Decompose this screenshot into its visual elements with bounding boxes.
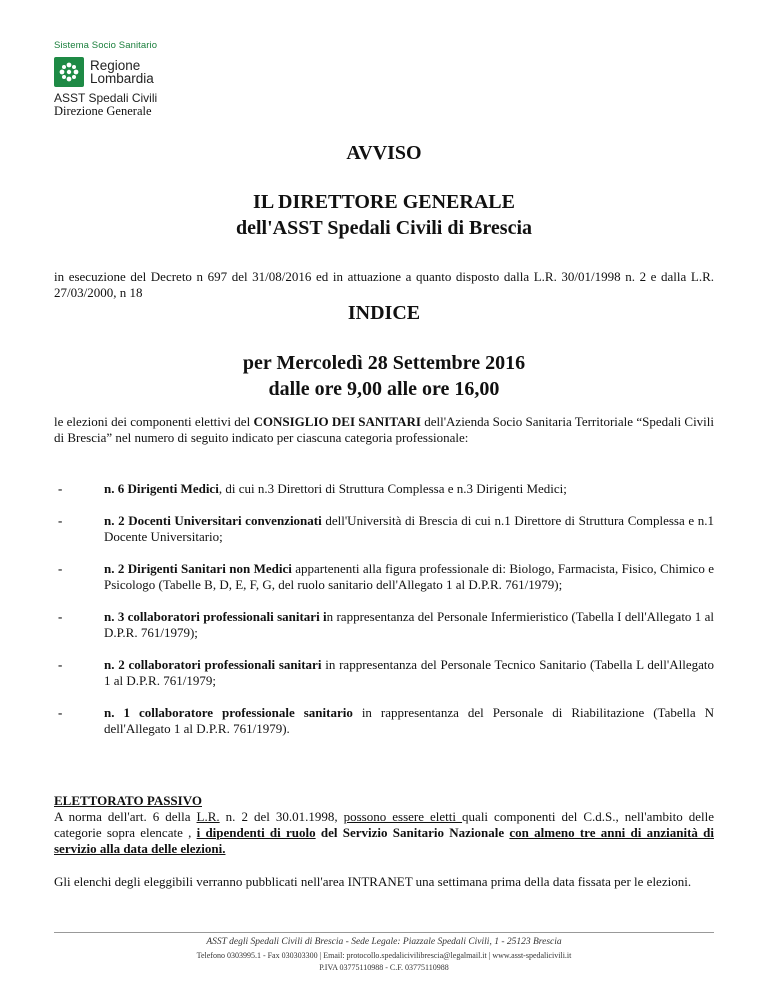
elettorato-text: A norma dell'art. 6 della	[54, 809, 197, 824]
elettorato-text: L.R.	[196, 809, 220, 824]
election-date-line1: per Mercoledì 28 Settembre 2016	[242, 352, 526, 374]
elettorato-bold: del Servizio Sanitario Nazionale	[315, 825, 510, 840]
director-title	[0, 189, 768, 241]
avviso-title: AVVISO	[346, 142, 422, 164]
elettorato-text: possono essere eletti	[343, 809, 463, 824]
list-item	[54, 481, 714, 497]
list-dash: -	[58, 609, 63, 624]
direzione-label: Direzione Generale	[54, 104, 152, 118]
list-item	[54, 705, 714, 737]
election-hours-line: dalle ore 9,00 alle ore 16,00	[268, 378, 500, 400]
region-logo	[54, 57, 157, 87]
elettorato-bold: i dipendenti di ruolo	[196, 825, 316, 840]
footer-address: ASST degli Spedali Civili di Brescia - Sede Legale: Piazzale Spedali Civili, 1 - 25123 Brescia	[206, 937, 562, 947]
item-text: dell'Università di Brescia di cui n.1 Direttore di Struttura Complessa e n.1 Docente Universitario;	[104, 513, 714, 544]
item-bold: n. 6 Dirigenti Medici	[104, 481, 219, 496]
region-name	[90, 59, 154, 85]
rosa-camuna-logo-icon	[54, 57, 84, 87]
election-date	[0, 350, 768, 402]
director-title-line1: IL DIRETTORE GENERALE	[253, 191, 515, 213]
elezioni-text-pre: le elezioni dei componenti elettivi del	[54, 414, 254, 429]
indice-title: INDICE	[347, 302, 421, 324]
list-item	[54, 561, 714, 593]
elezioni-paragraph	[54, 414, 714, 446]
letterhead	[54, 40, 157, 119]
region-line2: Lombardia	[90, 71, 154, 86]
item-bold: n. 2 collaboratori professionali sanitari	[104, 657, 322, 672]
list-item	[54, 657, 714, 689]
decreto-paragraph: in esecuzione del Decreto n 697 del 31/08/2016 ed in attuazione a quanto disposto dalla L.R. 30/01/1998 n. 2 e dalla L.R. 27/03/2000, n 18	[54, 269, 714, 300]
item-text: appartenenti alla figura professionale di: Biologo, Farmacista, Fisico, Chimico e Psicologo (Tabelle B, D, E, F, G, del ruolo sanitario dell'Allegato 1 al D.P.R. 761/1979);	[104, 561, 714, 592]
footer-tax-ids: P.IVA 03775110988 - C.F. 03775110988	[319, 963, 449, 972]
item-text: n rappresentanza del Personale Infermieristico (Tabella I dell'Allegato 1 al D.P.R. 761/1979);	[104, 609, 714, 640]
item-text: in rappresentanza del Personale Tecnico Sanitario (Tabella L dell'Allegato 1 al D.P.R. 761/1979;	[104, 657, 714, 688]
elenchi-paragraph: Gli elenchi degli eleggibili verranno pubblicati nell'area INTRANET una settimana prima della data fissata per le elezioni.	[54, 874, 692, 889]
item-bold: n. 2 Docenti Universitari convenzionati	[104, 513, 322, 528]
item-bold: n. 1 collaboratore professionale sanitario	[104, 705, 353, 720]
item-bold: n. 2 Dirigenti Sanitari non Medici	[104, 561, 292, 576]
list-dash: -	[58, 513, 63, 528]
list-dash: -	[58, 481, 63, 496]
list-dash: -	[58, 561, 63, 576]
consiglio-label: CONSIGLIO DEI SANITARI	[253, 414, 421, 429]
footer-contacts: Telefono 0303995.1 - Fax 030303300 | Email: protocollo.spedalicivilibrescia@legalmail.it | www.asst-spedalicivili.it	[196, 951, 572, 960]
item-bold: n. 3 collaboratori professionali sanitari i	[104, 609, 327, 624]
region-line1: Regione	[90, 58, 141, 73]
elettorato-paragraph	[54, 809, 714, 857]
item-text: in rappresentanza del Personale di Riabilitazione (Tabella N dell'Allegato 1 al D.P.R. 761/1979).	[104, 705, 714, 736]
asst-name: ASST Spedali Civili	[54, 91, 158, 105]
elettorato-heading: ELETTORATO PASSIVO	[54, 793, 202, 808]
elettorato-text: quali componenti del C.d.S., nell'ambito delle categorie sopra elencate ,	[54, 809, 714, 840]
list-dash: -	[58, 657, 63, 672]
list-item	[54, 513, 714, 545]
elezioni-text-post: dell'Azienda Socio Sanitaria Territoriale “Spedali Civili di Brescia” nel numero di seguito indicato per ciascuna categoria professionale:	[54, 414, 715, 445]
item-text: , di cui n.3 Direttori di Struttura Complessa e n.3 Dirigenti Medici;	[218, 481, 567, 496]
footer-divider	[54, 932, 714, 933]
director-title-line2: dell'ASST Spedali Civili di Brescia	[236, 217, 532, 239]
system-label: Sistema Socio Sanitario	[54, 40, 158, 51]
list-item	[54, 609, 714, 641]
elettorato-text: n. 2 del 30.01.1998,	[219, 809, 344, 824]
category-list	[54, 481, 714, 737]
elettorato-section	[54, 793, 714, 857]
elettorato-bold: con almeno tre anni di anzianità di servizio alla data delle elezioni.	[54, 825, 714, 856]
list-dash: -	[58, 705, 63, 720]
